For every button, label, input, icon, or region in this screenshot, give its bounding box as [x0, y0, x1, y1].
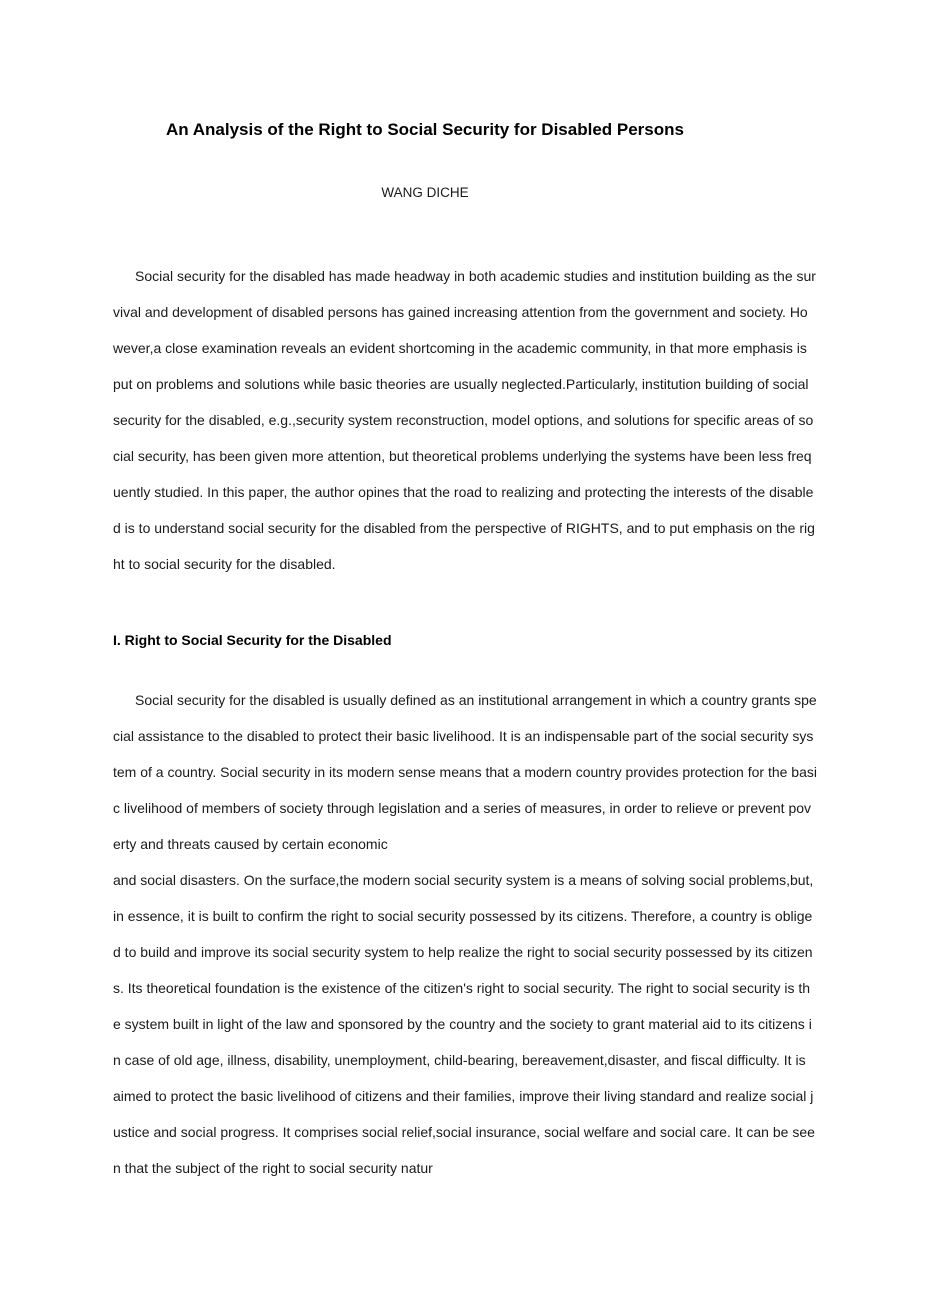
- paragraph-definition: Social security for the disabled is usually defined as an institutional arrangement in which a country grants special assistance to the disabled to protect their basic livelihood. It is an indispensable part of the social security system of a country. Social security in its modern sense means that a modern country provides protection for the basic livelihood of members of society through legislation and a series of measures, in order to relieve or prevent poverty and threats caused by certain economic: [113, 692, 817, 852]
- document-title: An Analysis of the Right to Social Security for Disabled Persons: [166, 120, 684, 139]
- author-name: WANG DICHE: [381, 185, 469, 200]
- paragraph-continuation: and social disasters. On the surface,the modern social security system is a means of solving social problems,but, in essence, it is built to confirm the right to social security possessed by its citizens. Therefore, a country is obliged to build and improve its social security system to help realize the right to social security possessed by its citizens. Its theoretical foundation is the existence of the citizen's right to social security. The right to social security is the system built in light of the law and sponsored by the country and the society to grant material aid to its citizens in case of old age, illness, disability, unemployment, child-bearing, bereavement,disaster, and fiscal difficulty. It is aimed to protect the basic livelihood of citizens and their families, improve their living standard and realize social justice and social progress. It comprises social relief,social insurance, social welfare and social care. It can be seen that the subject of the right to social security natur: [113, 872, 815, 1176]
- paragraph-introduction: Social security for the disabled has made headway in both academic studies and institution building as the survival and development of disabled persons has gained increasing attention from the government and society. However,a close examination reveals an evident shortcoming in the academic community, in that more emphasis is put on problems and solutions while basic theories are usually neglected.Particularly, institution building of social security for the disabled, e.g.,security system reconstruction, model options, and solutions for specific areas of social security, has been given more attention, but theoretical problems underlying the systems have been less frequently studied. In this paper, the author opines that the road to realizing and protecting the interests of the disabled is to understand social security for the disabled from the perspective of RIGHTS, and to put emphasis on the right to social security for the disabled.: [113, 268, 816, 572]
- section-heading-right-to-social-security: I. Right to Social Security for the Disabled: [113, 632, 392, 648]
